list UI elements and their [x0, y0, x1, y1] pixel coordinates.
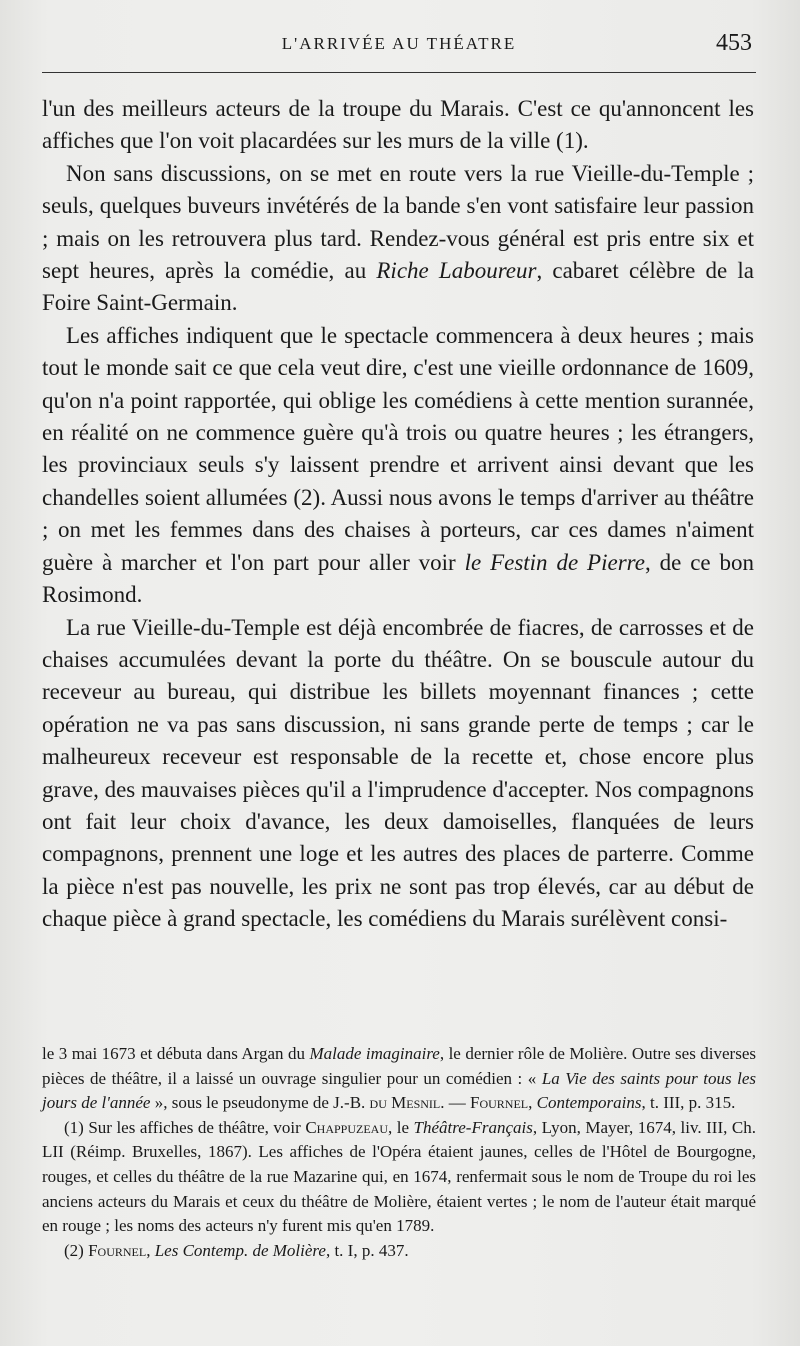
- fn1-smallcaps: Chappuzeau: [305, 1117, 388, 1137]
- fn-cont-text-b: , le dernier rôle de Molière. Outre ses diverses pièces de théâtre, il a laissé un ouvrage singulier pour un comédien : «: [42, 1044, 757, 1088]
- header-rule: [42, 72, 756, 73]
- paragraph-3-text-a: Les affiches indiquent que le spectacle commencera à deux heures ; mais tout le monde sait ce que cela veut dire, c'est une vieille ordonnance de 1609, qu'on n'a point rapportée, qui oblige les comédiens à cette mention surannée, en réalité on ne commence guère qu'à trois ou quatre heures ; les étrangers, les provinciaux seuls s'y laissent prendre et arrivent ainsi devant que les chandelles soient allumées (2). Aussi nous avons le temps d'arriver au théâtre ; on met les femmes dans des chaises à porteurs, car ces dames n'aiment guère à marcher et l'on part pour aller voir: [42, 322, 754, 575]
- paragraph-1-text: l'un des meilleurs acteurs de la troupe du Marais. C'est ce qu'annoncent les affiches que l'on voit placardées sur les murs de la ville (1).: [42, 96, 754, 154]
- cabaret-name: Riche Laboureur: [376, 258, 537, 284]
- fn2-text-c: , t. I, p. 437.: [325, 1240, 409, 1260]
- paragraph-2-text-b: , cabaret célèbre de la Foire Saint-Germain.: [42, 258, 754, 316]
- footnote-2: [42, 1239, 756, 1264]
- page-header: [42, 30, 756, 70]
- fn1-text-a: (1) Sur les affiches de théâtre, voir: [64, 1117, 306, 1137]
- fn1-italic: Théâtre-Français: [413, 1117, 533, 1137]
- fn-cont-text-c: », sous le pseudonyme de J.-B.: [150, 1093, 370, 1113]
- fn2-text-b: ,: [146, 1240, 155, 1260]
- fn2-italic: Les Contemp. de Molière: [154, 1240, 326, 1260]
- fn-cont-text-f: , t. III, p. 315.: [641, 1093, 736, 1113]
- paragraph-2: [42, 158, 754, 320]
- page-number: 453: [716, 30, 752, 56]
- footnote-1: [42, 1116, 756, 1239]
- footnotes: [42, 1042, 756, 1263]
- fn-cont-italic-c: Contemporains: [536, 1093, 642, 1113]
- paragraph-2-text-a: Non sans discussions, on se met en route vers la rue Vieille-du-Temple ; seuls, quelques buveurs invétérés de la bande s'en vont satisfaire leur passion ; mais on les retrouvera plus tard. Rendez-vous général est pris entre six et sept heures, après la comédie, au: [42, 160, 754, 284]
- paragraph-3: [42, 320, 754, 612]
- paragraph-4: [42, 612, 754, 936]
- footnote-continuation: [42, 1042, 756, 1116]
- fn2-smallcaps: Fournel: [88, 1240, 147, 1260]
- fn-cont-smallcaps-b: Fournel: [470, 1093, 529, 1113]
- main-text: [42, 93, 754, 936]
- fn-cont-italic-a: Malade imaginaire: [309, 1044, 440, 1063]
- fn-cont-text-e: ,: [528, 1093, 537, 1113]
- paragraph-3-text-b: , de ce bon Rosimond.: [42, 549, 754, 608]
- paragraph-4-text: La rue Vieille-du-Temple est déjà encombrée de fiacres, de carrosses et de chaises accumulées devant la porte du théâtre. On se bouscule autour du receveur au bureau, qui distribue les billets moyennant finances ; cette opération ne va pas sans discussion, ni sans grande perte de temps ; car le malheureux receveur est responsable de la recette et, chose encore plus grave, des mauvaises pièces qu'il a l'imprudence d'accepter. Nos compagnons ont fait leur choix d'avance, les deux damoiselles, flanquées de leurs compagnons, prennent une loge et les autres des places de parterre. Comme la pièce n'est pas nouvelle, les prix ne sont pas trop élevés, car au début de chaque pièce à grand spectacle, les comédiens du Marais surélèvent consi-: [42, 614, 754, 932]
- running-head: L'ARRIVÉE AU THÉATRE: [281, 34, 517, 53]
- fn-cont-italic-b: La Vie des saints pour tous les jours de l'année: [42, 1068, 756, 1113]
- fn-cont-smallcaps-a: du Mesnil: [369, 1093, 441, 1113]
- paragraph-1: [42, 93, 754, 158]
- fn-cont-text-d: . —: [440, 1093, 470, 1113]
- fn-cont-text-a: le 3 mai 1673 et débuta dans Argan du: [42, 1044, 310, 1063]
- fn1-text-c: , Lyon, Mayer, 1674, liv. III, Ch. LII (Réimp. Bruxelles, 1867). Les affiches de l'Opéra étaient jaunes, celles de l'Hôtel de Bourgogne, rouges, et celles du théâtre de la rue Mazarine qui, en 1674, renfermait sous le nom de Troupe du roi les anciens acteurs du Marais et ceux du théâtre de Molière, étaient vertes ; le nom de l'auteur était marqué en rouge ; les noms des acteurs n'y furent mis qu'en 1789.: [42, 1117, 756, 1236]
- play-title: le Festin de Pierre: [464, 549, 645, 575]
- fn2-text-a: (2): [64, 1240, 89, 1260]
- fn1-text-b: , le: [388, 1117, 414, 1137]
